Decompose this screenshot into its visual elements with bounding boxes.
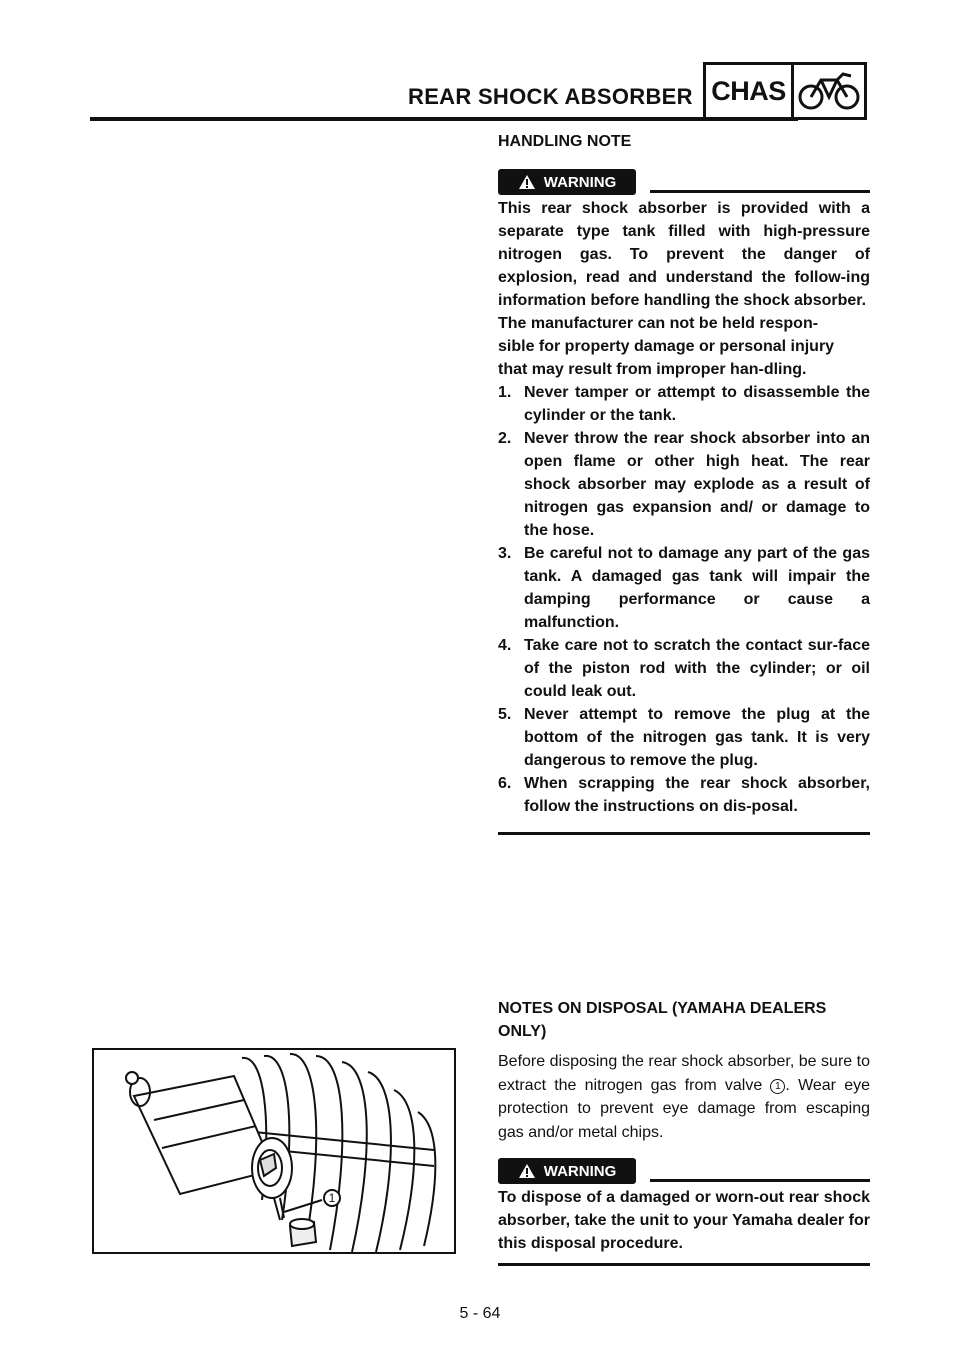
page-title: REAR SHOCK ABSORBER — [408, 84, 693, 109]
warning-badge — [498, 169, 636, 195]
warning-banner — [498, 169, 870, 195]
disposal-warning-text: To dispose of a damaged or worn-out rear shock absorber, take the unit to your Yamaha dealer for this disposal procedure. — [498, 1189, 870, 1252]
warning-list-item — [498, 703, 870, 772]
list-item-text: Never throw the rear shock absorber into an open flame or other high heat. The rear shock absorber may explode as a result of nitrogen gas expansion and/ or damage to the hose. — [524, 430, 870, 539]
warning-end-rule — [498, 1263, 870, 1266]
section-heading: HANDLING NOTE — [498, 133, 632, 150]
warning-banner — [498, 1158, 870, 1184]
list-item-number: 4. — [498, 637, 512, 654]
warning-end-rule — [498, 832, 870, 835]
motorcycle-icon — [794, 65, 864, 117]
warning-list-item — [498, 381, 870, 427]
list-item-text: Never attempt to remove the plug at the bottom of the nitrogen gas tank. It is very dangerous to remove the plug. — [524, 706, 870, 769]
figure-callout: 1 — [328, 1191, 336, 1205]
list-item-text: When scrapping the rear shock absorber, follow the instructions on dis-posal. — [524, 775, 870, 815]
section-code: CHAS — [706, 65, 794, 117]
warning-label: WARNING — [543, 1162, 617, 1180]
list-item-number: 3. — [498, 545, 512, 562]
list-item-number: 2. — [498, 430, 512, 447]
list-item-number: 5. — [498, 706, 512, 723]
warning-list-item — [498, 772, 870, 818]
disposal-text-end: . Wear eye protection to prevent eye damage from escaping gas and/or metal chips. — [498, 1076, 870, 1141]
shock-absorber-drawing — [94, 1050, 454, 1252]
warning-triangle-icon — [518, 174, 536, 190]
warning-rule — [650, 190, 870, 193]
warning-intro: This rear shock absorber is provided with a separate type tank filled with high-pressure nitrogen gas. To prevent the danger of explosion, read and understand the follow-ing information before handling the shock absorber. — [498, 200, 870, 309]
disposal-text-start: Before disposing the rear shock absorber, be sure to extract the nitrogen gas from valve — [498, 1053, 870, 1094]
warning-list-item — [498, 634, 870, 703]
warning-list-item — [498, 427, 870, 542]
list-item-text: Be careful not to damage any part of the gas tank. A damaged gas tank will impair the damping performance or cause a malfunction. — [524, 545, 870, 631]
section-badge — [703, 62, 867, 120]
warning-triangle-icon — [518, 1163, 536, 1179]
page-number: 5 - 64 — [459, 1305, 501, 1322]
handling-section — [498, 130, 870, 835]
disposal-text — [498, 1050, 870, 1144]
list-item-number: 1. — [498, 384, 512, 401]
liability-note: The manufacturer can not be held respon-sible for property damage or personal injury that may result from improper han-dling. — [498, 315, 835, 378]
list-item-number: 6. — [498, 775, 512, 792]
warning-label: WARNING — [543, 173, 617, 191]
warning-rule — [650, 1179, 870, 1182]
list-item-text: Take care not to scratch the contact sur-face of the piston rod with the cylinder; or oil could leak out. — [524, 637, 870, 700]
section-heading: NOTES ON DISPOSAL (YAMAHA DEALERS ONLY) — [498, 1000, 827, 1040]
disposal-section — [498, 997, 870, 1266]
warning-list — [498, 381, 870, 818]
warning-badge — [498, 1158, 636, 1184]
list-item-text: Never tamper or attempt to disassemble the cylinder or the tank. — [524, 384, 870, 424]
header-rule — [90, 117, 798, 121]
valve-callout: 1 — [770, 1079, 785, 1094]
warning-list-item — [498, 542, 870, 634]
shock-absorber-illustration — [92, 1048, 456, 1254]
